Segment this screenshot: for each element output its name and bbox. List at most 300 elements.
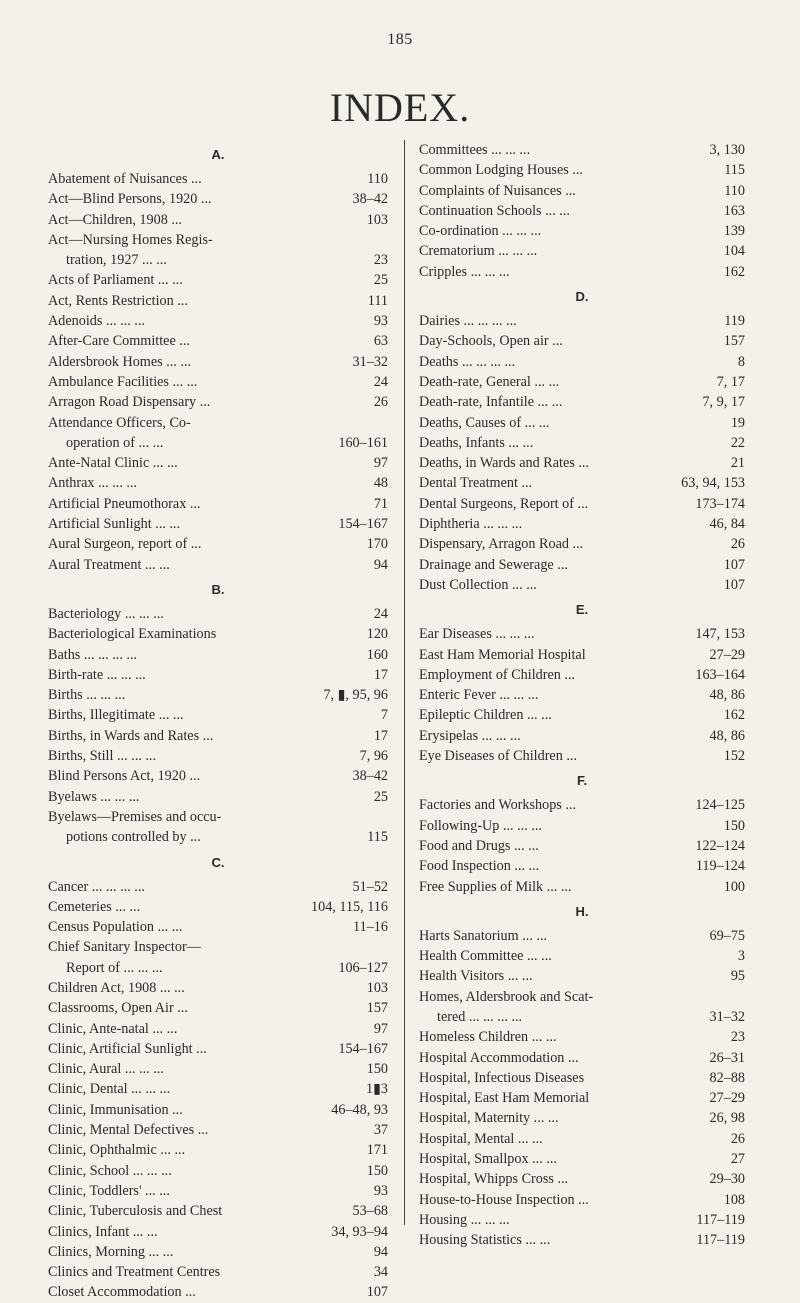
index-column-right bbox=[404, 140, 745, 1249]
entry-pages: 3, 130 bbox=[709, 142, 745, 158]
entry-pages: 27 bbox=[730, 1151, 745, 1168]
index-entry bbox=[48, 978, 388, 998]
entry-term: Factories and Workshops ... bbox=[419, 797, 577, 814]
entry-pages: 108 bbox=[723, 1191, 745, 1208]
entry-term: Bacteriology ... ... ... bbox=[48, 605, 164, 622]
entry-pages: 120 bbox=[366, 626, 388, 643]
index-entry bbox=[419, 140, 745, 160]
entry-term: Closet Accommodation ... bbox=[48, 1284, 196, 1301]
entry-pages: 107 bbox=[723, 576, 745, 593]
entry-pages: 7, 9, 17 bbox=[702, 394, 745, 411]
entry-pages: 115 bbox=[367, 829, 388, 846]
entry-pages: 7 bbox=[380, 707, 388, 724]
entry-pages: 150 bbox=[723, 817, 745, 834]
entry-pages: 53–68 bbox=[352, 1203, 388, 1220]
entry-pages: 69–75 bbox=[709, 927, 745, 944]
entry-term: Census Population ... ... bbox=[48, 919, 183, 936]
index-entry bbox=[419, 1068, 745, 1088]
entry-pages: 104, 115, 116 bbox=[311, 898, 388, 915]
entry-term: Health Visitors ... ... bbox=[419, 968, 533, 985]
entry-pages: 7, 17 bbox=[716, 373, 745, 390]
entry-pages: 34, 93–94 bbox=[331, 1223, 388, 1240]
entry-term: Drainage and Sewerage ... bbox=[419, 556, 568, 573]
entry-term: Co-ordination ... ... ... bbox=[419, 223, 542, 240]
entry-term: Byelaws—Premises and occu- bbox=[48, 808, 222, 825]
entry-pages: 162 bbox=[723, 263, 745, 280]
index-entry bbox=[48, 534, 388, 554]
entry-term: Clinics and Treatment Centres bbox=[48, 1264, 221, 1281]
index-entry bbox=[419, 645, 745, 665]
entry-pages: 19 bbox=[730, 414, 745, 431]
index-entry bbox=[48, 1059, 388, 1079]
entry-pages: 38–42 bbox=[352, 768, 388, 785]
entry-pages: 3 bbox=[737, 948, 745, 965]
entry-pages: 26, 98 bbox=[709, 1110, 745, 1127]
entry-pages: 17 bbox=[373, 666, 388, 683]
entry-term: Deaths, in Wards and Rates ... bbox=[419, 455, 589, 472]
entry-term: Hospital Accommodation ... bbox=[419, 1049, 579, 1066]
entry-term: Epileptic Children ... ... bbox=[419, 707, 552, 724]
entry-term: Abatement of Nuisances ... bbox=[48, 171, 202, 187]
entry-term: Diphtheria ... ... ... bbox=[419, 516, 523, 533]
entry-term: Acts of Parliament ... ... bbox=[48, 272, 183, 289]
index-entry bbox=[48, 352, 388, 372]
entry-term: Day-Schools, Open air ... bbox=[419, 333, 563, 350]
entry-pages: 29–30 bbox=[709, 1171, 745, 1188]
entry-term: tered ... ... ... ... bbox=[437, 1008, 523, 1025]
entry-pages: 139 bbox=[723, 223, 745, 240]
index-entry bbox=[48, 433, 388, 453]
index-entry bbox=[48, 705, 388, 725]
index-entry bbox=[419, 816, 745, 836]
index-entry bbox=[48, 766, 388, 786]
entry-term: Dispensary, Arragon Road ... bbox=[419, 536, 584, 553]
entry-pages: 48, 86 bbox=[709, 727, 745, 744]
index-entry bbox=[419, 1108, 745, 1128]
index-entry bbox=[419, 534, 745, 554]
entry-pages: 31–32 bbox=[352, 353, 388, 370]
entry-term: Hospital, Mental ... ... bbox=[419, 1130, 543, 1147]
entry-pages: 152 bbox=[723, 748, 745, 765]
index-entry bbox=[419, 1149, 745, 1169]
index-entry bbox=[419, 331, 745, 351]
index-entry bbox=[419, 1027, 745, 1047]
entry-term: Blind Persons Act, 1920 ... bbox=[48, 768, 201, 785]
index-entry bbox=[48, 1222, 388, 1242]
index-entry bbox=[48, 514, 388, 534]
entry-term: Bacteriological Examinations bbox=[48, 626, 217, 643]
entry-pages: 103 bbox=[366, 211, 388, 228]
entry-pages: 119 bbox=[724, 313, 745, 330]
index-entry bbox=[419, 453, 745, 473]
index-entry bbox=[48, 555, 388, 575]
entry-pages: 154–167 bbox=[338, 1040, 388, 1057]
index-entry bbox=[48, 1181, 388, 1201]
entry-pages: 48 bbox=[373, 475, 388, 492]
index-entry bbox=[48, 270, 388, 290]
entry-term: Committees ... ... ... bbox=[419, 142, 531, 158]
entry-pages: 107 bbox=[366, 1284, 388, 1301]
entry-term: Clinics, Infant ... ... bbox=[48, 1223, 158, 1240]
entry-pages: 157 bbox=[723, 333, 745, 350]
index-entry bbox=[48, 877, 388, 897]
index-entry bbox=[48, 1019, 388, 1039]
index-entry bbox=[419, 575, 745, 595]
index-entry bbox=[48, 331, 388, 351]
index-entry bbox=[48, 665, 388, 685]
index-entry bbox=[419, 352, 745, 372]
entry-pages: 23 bbox=[373, 252, 388, 269]
index-entry bbox=[419, 473, 745, 493]
entry-pages: 27–29 bbox=[709, 646, 745, 663]
entry-pages: 63 bbox=[373, 333, 388, 350]
entry-term: Clinic, Ophthalmic ... ... bbox=[48, 1142, 186, 1159]
entry-pages: 93 bbox=[373, 1182, 388, 1199]
index-entry bbox=[419, 311, 745, 331]
index-entry bbox=[419, 1007, 745, 1027]
entry-term: Act—Children, 1908 ... bbox=[48, 211, 182, 228]
index-entry bbox=[419, 624, 745, 644]
entry-term: East Ham Memorial Hospital bbox=[419, 646, 586, 663]
index-entry bbox=[419, 1048, 745, 1068]
entry-pages: 150 bbox=[366, 1061, 388, 1078]
entry-pages: 94 bbox=[373, 1243, 388, 1260]
entry-term: House-to-House Inspection ... bbox=[419, 1191, 589, 1208]
entry-term: Births, in Wards and Rates ... bbox=[48, 727, 214, 744]
entry-term: operation of ... ... bbox=[66, 434, 164, 451]
index-entry bbox=[419, 201, 745, 221]
entry-pages: 82–88 bbox=[709, 1069, 745, 1086]
entry-pages: 8 bbox=[737, 353, 745, 370]
entry-pages: 23 bbox=[730, 1029, 745, 1046]
index-entry bbox=[419, 221, 745, 241]
entry-pages: 46–48, 93 bbox=[331, 1101, 388, 1118]
entry-term: Report of ... ... ... bbox=[66, 959, 163, 976]
entry-term: Deaths, Causes of ... ... bbox=[419, 414, 550, 431]
page-number: 185 bbox=[387, 31, 413, 48]
index-entry bbox=[48, 453, 388, 473]
entry-pages: 95 bbox=[730, 968, 745, 985]
entry-pages: 171 bbox=[366, 1142, 388, 1159]
entry-term: Artificial Sunlight ... ... bbox=[48, 516, 181, 533]
index-entry bbox=[419, 181, 745, 201]
index-entry bbox=[48, 998, 388, 1018]
index-entry bbox=[419, 685, 745, 705]
entry-pages: 124–125 bbox=[695, 797, 745, 814]
entry-term: Erysipelas ... ... ... bbox=[419, 727, 521, 744]
index-entry bbox=[48, 392, 388, 412]
entry-pages: 1▮3 bbox=[366, 1081, 388, 1098]
index-entry bbox=[48, 1120, 388, 1140]
entry-term: Ambulance Facilities ... ... bbox=[48, 373, 198, 390]
entry-term: Death-rate, Infantile ... ... bbox=[419, 394, 563, 411]
entry-term: Hospital, Smallpox ... ... bbox=[419, 1151, 557, 1168]
entry-pages: 97 bbox=[373, 1020, 388, 1037]
entry-pages: 46, 84 bbox=[709, 516, 745, 533]
entry-term: Hospital, East Ham Memorial bbox=[419, 1090, 590, 1107]
index-entry bbox=[48, 230, 388, 250]
index-entry bbox=[419, 555, 745, 575]
entry-term: tration, 1927 ... ... bbox=[66, 252, 167, 269]
entry-pages: 38–42 bbox=[352, 191, 388, 208]
entry-pages: 26–31 bbox=[709, 1049, 745, 1066]
entry-pages: 93 bbox=[373, 313, 388, 330]
entry-pages: 24 bbox=[373, 373, 388, 390]
entry-pages: 34 bbox=[373, 1264, 388, 1281]
entry-term: Hospital, Maternity ... ... bbox=[419, 1110, 559, 1127]
entry-term: Arragon Road Dispensary ... bbox=[48, 394, 211, 411]
entry-pages: 163–164 bbox=[695, 666, 745, 683]
entry-pages: 7, 96 bbox=[359, 748, 388, 765]
entry-pages: 160 bbox=[366, 646, 388, 663]
entry-pages: 26 bbox=[730, 536, 745, 553]
entry-pages: 97 bbox=[373, 455, 388, 472]
index-entry bbox=[419, 987, 745, 1007]
entry-term: Births, Still ... ... ... bbox=[48, 748, 156, 765]
entry-term: Act—Nursing Homes Regis- bbox=[48, 231, 213, 248]
entry-pages: 119–124 bbox=[695, 858, 745, 875]
index-entry bbox=[419, 262, 745, 282]
entry-term: Adenoids ... ... ... bbox=[48, 313, 145, 330]
entry-term: Free Supplies of Milk ... ... bbox=[419, 878, 572, 895]
index-entry bbox=[419, 1088, 745, 1108]
entry-term: Employment of Children ... bbox=[419, 666, 576, 683]
index-entry bbox=[48, 1079, 388, 1099]
index-entry bbox=[419, 726, 745, 746]
index-entry bbox=[419, 1169, 745, 1189]
entry-term: Hospital, Infectious Diseases bbox=[419, 1069, 585, 1086]
entry-term: Birth-rate ... ... ... bbox=[48, 666, 146, 683]
index-entry bbox=[48, 624, 388, 644]
entry-term: Aural Treatment ... ... bbox=[48, 556, 170, 573]
section-letter: D. bbox=[575, 289, 589, 305]
entry-term: Health Committee ... ... bbox=[419, 948, 552, 965]
entry-term: Cemeteries ... ... bbox=[48, 898, 141, 915]
entry-term: Clinics, Morning ... ... bbox=[48, 1243, 174, 1260]
entry-term: Aldersbrook Homes ... ... bbox=[48, 353, 192, 370]
entry-pages: 122–124 bbox=[695, 837, 745, 854]
section-letter: B. bbox=[211, 581, 225, 597]
entry-pages: 37 bbox=[373, 1122, 388, 1139]
entry-term: Artificial Pneumothorax ... bbox=[48, 495, 201, 512]
entry-term: Harts Sanatorium ... ... bbox=[419, 927, 548, 944]
entry-term: Attendance Officers, Co- bbox=[48, 414, 191, 431]
entry-term: Act, Rents Restriction ... bbox=[48, 292, 188, 309]
section-letter: H. bbox=[575, 903, 589, 919]
index-entry bbox=[48, 1140, 388, 1160]
index-entry bbox=[48, 169, 388, 189]
index-entry bbox=[419, 926, 745, 946]
index-entry bbox=[48, 1242, 388, 1262]
entry-term: Homes, Aldersbrook and Scat- bbox=[419, 988, 594, 1005]
entry-pages: 21 bbox=[730, 455, 745, 472]
entry-pages: 24 bbox=[373, 605, 388, 622]
entry-pages: 17 bbox=[373, 727, 388, 744]
entry-term: Crematorium ... ... ... bbox=[419, 243, 538, 260]
entry-pages: 51–52 bbox=[352, 878, 388, 895]
entry-term: Complaints of Nuisances ... bbox=[419, 182, 576, 199]
entry-term: Deaths, Infants ... ... bbox=[419, 434, 534, 451]
index-entry bbox=[419, 877, 745, 897]
index-entry bbox=[48, 958, 388, 978]
entry-pages: 107 bbox=[723, 556, 745, 573]
index-entry bbox=[48, 807, 388, 827]
section-letter: A. bbox=[211, 147, 225, 162]
index-entry bbox=[48, 1100, 388, 1120]
index-entry bbox=[419, 372, 745, 392]
index-entry bbox=[419, 241, 745, 261]
entry-term: Dental Treatment ... bbox=[419, 475, 533, 492]
index-entry bbox=[419, 836, 745, 856]
entry-pages: 63, 94, 153 bbox=[681, 475, 745, 492]
entry-pages: 25 bbox=[373, 788, 388, 805]
entry-term: Clinic, Artificial Sunlight ... bbox=[48, 1040, 207, 1057]
entry-term: Aural Surgeon, report of ... bbox=[48, 536, 202, 553]
section-letter: C. bbox=[211, 854, 225, 870]
entry-term: Enteric Fever ... ... ... bbox=[419, 687, 539, 704]
index-entry bbox=[48, 372, 388, 392]
index-column-left bbox=[48, 140, 388, 1303]
entry-pages: 110 bbox=[367, 171, 388, 187]
index-entry bbox=[48, 937, 388, 957]
entry-term: Hospital, Whipps Cross ... bbox=[419, 1171, 569, 1188]
index-entry bbox=[419, 392, 745, 412]
entry-term: Baths ... ... ... ... bbox=[48, 646, 138, 663]
entry-pages: 163 bbox=[723, 202, 745, 219]
entry-term: Common Lodging Houses ... bbox=[419, 162, 583, 179]
entry-term: Clinic, Mental Defectives ... bbox=[48, 1122, 209, 1139]
entry-term: Dust Collection ... ... bbox=[419, 576, 537, 593]
index-entry bbox=[419, 1230, 745, 1250]
entry-pages: 27–29 bbox=[709, 1090, 745, 1107]
entry-term: Ante-Natal Clinic ... ... bbox=[48, 455, 178, 472]
entry-pages: 22 bbox=[730, 434, 745, 451]
index-entry bbox=[48, 1282, 388, 1302]
index-entry bbox=[419, 1190, 745, 1210]
index-entry bbox=[48, 1201, 388, 1221]
index-entry bbox=[48, 726, 388, 746]
entry-pages: 11–16 bbox=[353, 919, 388, 936]
entry-term: Births ... ... ... bbox=[48, 687, 126, 704]
entry-term: Cripples ... ... ... bbox=[419, 263, 510, 280]
entry-term: Clinic, Aural ... ... ... bbox=[48, 1061, 164, 1078]
index-entry bbox=[419, 705, 745, 725]
index-entry bbox=[419, 160, 745, 180]
index-entry bbox=[48, 1262, 388, 1282]
index-entry bbox=[48, 604, 388, 624]
entry-term: Ear Diseases ... ... ... bbox=[419, 626, 535, 643]
entry-pages: 26 bbox=[730, 1130, 745, 1147]
entry-pages: 26 bbox=[373, 394, 388, 411]
entry-term: Births, Illegitimate ... ... bbox=[48, 707, 184, 724]
index-entry bbox=[419, 856, 745, 876]
index-entry bbox=[419, 795, 745, 815]
entry-term: Clinic, Toddlers' ... ... bbox=[48, 1182, 170, 1199]
entry-term: Byelaws ... ... ... bbox=[48, 788, 140, 805]
index-entry bbox=[48, 685, 388, 705]
entry-pages: 110 bbox=[724, 182, 745, 199]
index-entry bbox=[48, 917, 388, 937]
entry-term: Continuation Schools ... ... bbox=[419, 202, 570, 219]
index-entry bbox=[419, 494, 745, 514]
index-entry bbox=[48, 473, 388, 493]
entry-term: Housing ... ... ... bbox=[419, 1211, 510, 1228]
entry-term: After-Care Committee ... bbox=[48, 333, 190, 350]
entry-pages: 147, 153 bbox=[695, 626, 745, 643]
entry-pages: 111 bbox=[367, 292, 388, 309]
index-entry bbox=[48, 897, 388, 917]
index-entry bbox=[48, 827, 388, 847]
entry-pages: 157 bbox=[366, 1000, 388, 1017]
entry-term: Following-Up ... ... ... bbox=[419, 817, 542, 834]
entry-pages: 162 bbox=[723, 707, 745, 724]
entry-pages: 25 bbox=[373, 272, 388, 289]
index-entry bbox=[48, 413, 388, 433]
entry-term: Food Inspection ... ... bbox=[419, 858, 540, 875]
entry-pages: 150 bbox=[366, 1162, 388, 1179]
index-entry bbox=[48, 291, 388, 311]
index-entry bbox=[419, 433, 745, 453]
entry-term: Homeless Children ... ... bbox=[419, 1029, 557, 1046]
entry-pages: 31–32 bbox=[709, 1008, 745, 1025]
entry-pages: 173–174 bbox=[695, 495, 745, 512]
entry-term: Clinic, Dental ... ... ... bbox=[48, 1081, 171, 1098]
entry-term: Children Act, 1908 ... ... bbox=[48, 979, 185, 996]
entry-pages: 160–161 bbox=[338, 434, 388, 451]
entry-pages: 104 bbox=[723, 243, 745, 260]
index-entry bbox=[419, 946, 745, 966]
index-entry bbox=[48, 746, 388, 766]
entry-term: Deaths ... ... ... ... bbox=[419, 353, 516, 370]
entry-term: Eye Diseases of Children ... bbox=[419, 748, 577, 765]
index-entry bbox=[419, 1210, 745, 1230]
entry-term: Anthrax ... ... ... bbox=[48, 475, 138, 492]
entry-term: Food and Drugs ... ... bbox=[419, 837, 539, 854]
index-entry bbox=[419, 413, 745, 433]
entry-term: Clinic, Tuberculosis and Chest bbox=[48, 1203, 223, 1220]
entry-pages: 106–127 bbox=[338, 959, 388, 976]
entry-pages: 170 bbox=[366, 536, 388, 553]
page-title: INDEX. bbox=[329, 85, 471, 130]
index-entry bbox=[419, 1129, 745, 1149]
entry-pages: 71 bbox=[373, 495, 388, 512]
index-entry bbox=[419, 514, 745, 534]
entry-term: Chief Sanitary Inspector— bbox=[48, 939, 201, 956]
entry-term: potions controlled by ... bbox=[66, 829, 201, 846]
index-entry bbox=[419, 665, 745, 685]
entry-pages: 115 bbox=[724, 162, 745, 179]
index-entry bbox=[48, 1161, 388, 1181]
entry-pages: 117–119 bbox=[696, 1232, 745, 1249]
entry-term: Clinic, School ... ... ... bbox=[48, 1162, 172, 1179]
entry-pages: 94 bbox=[373, 556, 388, 573]
index-entry bbox=[419, 746, 745, 766]
index-entry bbox=[48, 210, 388, 230]
entry-term: Death-rate, General ... ... bbox=[419, 373, 560, 390]
index-entry bbox=[48, 189, 388, 209]
entry-term: Cancer ... ... ... ... bbox=[48, 878, 145, 895]
entry-pages: 117–119 bbox=[696, 1211, 745, 1228]
entry-pages: 48, 86 bbox=[709, 687, 745, 704]
entry-term: Clinic, Immunisation ... bbox=[48, 1101, 183, 1118]
section-letter: F. bbox=[576, 773, 588, 789]
entry-term: Dental Surgeons, Report of ... bbox=[419, 495, 589, 512]
index-entry bbox=[48, 494, 388, 514]
index-entry bbox=[48, 250, 388, 270]
entry-term: Clinic, Ante-natal ... ... bbox=[48, 1020, 178, 1037]
entry-pages: 154–167 bbox=[338, 516, 388, 533]
entry-pages: 7, ▮, 95, 96 bbox=[323, 687, 388, 704]
